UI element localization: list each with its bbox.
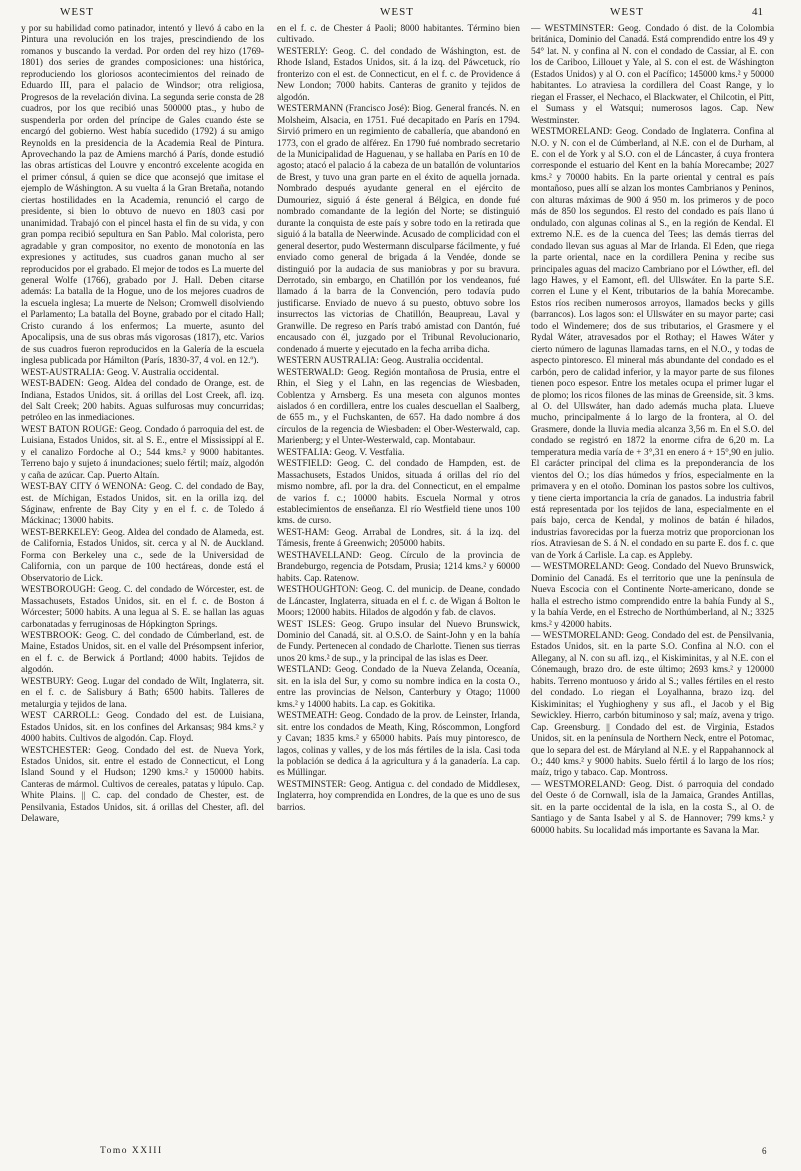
entry-paragraph: — WESTMINSTER: Geog. Condado ó dist. de la Colombia británica, Dominio del Canadá. Está comprendido entre los 49 y 54° lat. N. y confina al N. con el condado de Cassiar, al E. con los de Cariboo, Lillouet y Yale, al S. con el est. de Wáshington (Estados Unidos) y al O. con el Pacífico; 145000 kms.² y 50000 habitantes. Lo atraviesa la cordillera del Coast Range, y lo riegan el Frasser, el Nechaco, el Blackwater, el Chilcotin, el Pitt, el Sumass y el Watsqui; numerosos lagos. Cap. New Westminster.	[531, 24, 774, 126]
entry-paragraph: WESTERWALD: Geog. Región montañosa de Prusia, entre el Rhin, el Sieg y el Lahn, en las regencias de Wiesbaden, Coblentza y Arnsberg. Es una meseta con algunos montes aislados ó en cordillera, entre los cuales descuellan el Saalberg, de 655 m., y el Fuchskanten, de 657. Ha dado nombre á dos círculos de la regencia de Wiesbaden: el Ober-Westerwald, cap. Marienberg; y el Unter-Westerwald, cap. Montabaur.	[277, 367, 520, 447]
entry-paragraph: WESTBROOK: Geog. C. del condado de Cúmberland, est. de Maine, Estados Unidos, sit. en el valle del Présompsent inferior, en el f. c. de Berwick á Portland; 4000 habits. Tejidos de algodón.	[21, 631, 264, 676]
entry-paragraph: WESTERLY: Geog. C. del condado de Wáshington, est. de Rhode Island, Estados Unidos, sit. á la izq. del Páwcetuck, río fronterizo con el est. de Connecticut, en el f. c. de Providence á New London; 7000 habits. Canteras de granito y tejidos de algodón.	[277, 46, 520, 103]
entry-paragraph: WEST-BERKELEY: Geog. Aldea del condado de Alameda, est. de California, Estados Unidos, sit. cerca y al N. de Auckland. Forma con Berkeley una c., sede de la Universidad de California, con un parque de 100 hectáreas, donde está el Observatorio de Lick.	[21, 527, 264, 584]
entry-paragraph: WESTERMANN (Francisco José): Biog. General francés. N. en Molsheim, Alsacia, en 1751. Fué decapitado en París en 1794. Sirvió primero en un regimiento de caballería, que abandonó en 1773, con el grado de alférez. En 1790 fué nombrado secretario de la Municipalidad de Haguenau, y se hallaba en París en 10 de agosto; atacó el palacio á la cabeza de un batallón de voluntarios de Brest, y tuvo una gran parte en el éxito de aquella jornada. Nombrado después ayudante general en el ejército de Dumouriez, siguió á éste general á Bélgica, en donde fué nombrado comandante de la legión del Norte; se distinguió durante la conquista de este país y sobre todo en la retirada que siguió á la batalla de Neerwinde. Acusado de complicidad con el general desertor, pudo Westermann disculparse fácilmente, y fué enviado como general de brigada á la Vendée, donde se distinguió por la audacia de sus maniobras y por su bravura. Derrotado, sin embargo, en Chatillón por los vendeanos, fué llamado á la barra de la Convención, pero todavía pudo justificarse. Enviado de nuevo á su puesto, obtuvo sobre los insurrectos las victorias de Chatillón, Beaupreau, Laval y Granwille. De regreso en París trabó amistad con Dantón, fué encausado con él, juzgado por el Tribunal Revolucionario, condenado á muerte y ejecutado en la fecha arriba dicha.	[277, 104, 520, 355]
entry-paragraph: WEST-BAY CITY ó WENONA: Geog. C. del condado de Bay, est. de Míchigan, Estados Unidos, sit. en la orilla izq. del Ságinaw, enfrente de Bay City y en el f. c. de Toledo á Máckinac; 13000 habits.	[21, 482, 264, 527]
text-column-1	[21, 24, 264, 1154]
entry-paragraph: WESTMINSTER: Geog. Antigua c. del condado de Middlesex, Inglaterra, hoy comprendida en Londres, de la que es uno de sus barrios.	[277, 779, 520, 813]
entry-paragraph: WEST-BADEN: Geog. Aldea del condado de Orange, est. de Indiana, Estados Unidos, sit. á orillas del Lost Creek, afl. izq. del Salt Creek; 200 habits. Aguas sulfurosas muy concurridas; petróleo en las inmediaciones.	[21, 379, 264, 424]
entry-paragraph: WESTLAND: Geog. Condado de la Nueva Zelanda, Oceanía, sit. en la isla del Sur, y como su nombre indica en la costa O., entre las provincias de Nelson, Canterbury y Otago; 11000 kms.² y 14000 habits. La cap. es Gokitika.	[277, 665, 520, 710]
entry-paragraph: — WESTMORELAND: Geog. Condado del Nuevo Brunswick, Dominio del Canadá. Es el territorio que une la península de Nueva Escocia con el Continente Norte-americano, donde se halla el estrecho istmo comprendido entre la bahía Fundy al S., y la bahía Verde, en el Estrecho de Northúmberland, al N.; 3325 kms.² y 42000 habits.	[531, 562, 774, 630]
entry-paragraph: — WESTMORELAND: Geog. Dist. ó parroquia del condado del Oeste ó de Cornwall, isla de la Jamaica, Grandes Antillas, sit. en la parte occidental de la isla, en la costa S., al O. de Santiago y de Santa Isabel y al S. de Hannover; 799 kms.² y 60000 habits. Su localidad más importante es Savana la Mar.	[531, 779, 774, 836]
entry-paragraph: WESTBURY: Geog. Lugar del condado de Wilt, Inglaterra, sit. en el f. c. de Salisbury á Bath; 6500 habits. Talleres de metalurgia y tejidos de lana.	[21, 676, 264, 710]
entry-paragraph: WESTMORELAND: Geog. Condado de Inglaterra. Confina al N.O. y N. con el de Cúmberland, al N.E. con el de Durham, al E. con el de York y al S.O. con el de Láncaster, á cuya frontera corresponde el estuario del Kent en la bahía Morecambe; 2027 kms.² y 70000 habits. En la parte oriental y central es país montañoso, pues allí se alzan los montes Cambrianos y Peninos, con alturas máximas de 900 á 950 m. los primeros y de poco más de 850 los segundos. El resto del condado es país llano ú ondulado, con algunas colinas al S., en la región de Kendal. El extremo N.E. es de la cuenca del Tees; las demás tierras del condado llevan sus aguas al Mar de Irlanda. El Eden, que riega la parte oriental, nace en la cordillera Penina y recibe sus principales aguas del macizo Cambriano por el Lówther, efl. del lago Hawes, y el Eamont, efl. del Ullswáter. En la parte S.E. corren el Lune y el Kent, tributarios de la bahía Morecambe. Estos ríos reciben numerosos arroyos, llamados becks y gills (barrancos). Los lagos son: el Ullswáter en su mayor parte; casi todo el Windemere; dos de sus tributarios, el Grasmere y el Rydal Wáter, atravesados por el Rothay; el Hawes Wáter y cierto número de lagunas llamadas tarns, en el N.O., y todas de aspecto pintoresco. El mineral más abundante del condado es el carbón, pero de calidad inferior, y la mayor parte de sus filones tienen poco espesor. Entre los metales ocupa el primer lugar el de plomo; los ricos filones de las minas de Greenside, sit. 3 kms. al O. del Ullswáter, han dado además mucha plata. Llueve mucho, principalmente á lo largo de la frontera, al O. del Grasmere, donde la lluvia media alcanza 3,56 m. En el S.O. del condado se registró en 1872 la enorme cifra de 6,20 m. La temperatura media varía de + 3°,31 en enero á + 15°,90 en julio. El carácter principal del clima es la preponderancia de los vientos del O.; los días húmedos y fríos, especialmente en la primavera y en el otoño. Dominan los pastos sobre los cultivos, y tiene cierta importancia la cría de ganados. La industria fabril está representada por los tejidos de lana, especialmente en el país bajo, cerca de Kendal, y molinos de batán é hilados, industrias favorecidas por la fuerza motriz que proporcionan los ríos. Atraviesan de S. á N. el condado en su parte E. dos f. c. que van de York á Carlisle. La cap. es Appleby.	[531, 127, 774, 561]
entry-paragraph: WESTHOUGHTON: Geog. C. del municip. de Deane, condado de Láncaster, Inglaterra, situada en el f. c. de Wigan á Bolton le Moors; 12000 habits. Hilados de algodón y fab. de clavos.	[277, 585, 520, 619]
entry-paragraph: WEST-AUSTRALIA: Geog. V. Australia occidental.	[21, 367, 219, 378]
entry-paragraph: WEST-HAM: Geog. Arrabal de Londres, sit. á la izq. del Támesis, frente á Greenwich; 205000 habits.	[277, 527, 520, 550]
entry-paragraph: WEST CARROLL: Geog. Condado del est. de Luisiana, Estados Unidos, sit. en los confines del Arkansas; 984 kms.² y 4000 habits. Cultivos de algodón. Cap. Floyd.	[21, 711, 264, 745]
text-column-3	[531, 24, 774, 1154]
entry-paragraph: WESTMEATH: Geog. Condado de la prov. de Leinster, Irlanda, sit. entre los condados de Meath, King, Róscommon, Longford y Cavan; 1835 kms.² y 65000 habits. País muy pintoresco, de lagos, colinas y valles, y de los más fértiles de la isla. Casi toda la población se dedica á la agricultura y á la ganadería. La cap. es Múllingar.	[277, 711, 520, 779]
signature-mark: 6	[762, 1146, 767, 1156]
entry-paragraph: WESTERN AUSTRALIA: Geog. Australia occidental.	[277, 356, 484, 367]
entry-paragraph: WESTBOROUGH: Geog. C. del condado de Wórcester, est. de Massachusets, Estados Unidos, sit. en el f. c. de Boston á Wórcester; 5000 habits. A una legua al S. E. se hallan las aguas carbonatadas y ferruginosas de Hópkington Springs.	[21, 585, 264, 630]
header-guide-word-right: WEST	[610, 6, 644, 18]
entry-paragraph: y por su habilidad como patinador, intentó y llevó á cabo en la Pintura una revolución en los trajes, prescindiendo de los romanos y buscando la verdad. Por orden del rey hizo (1769-1801) dos series de grandes composiciones: una histórica, reproduciendo los gloriosos acontecimientos del reinado de Eduardo III, para el palacio de Windsor; otra religiosa, Progresos de la revelación divina. La segunda serie consta de 28 cuadros, por los que recibió unas 500000 ptas., y hubo de suspenderla por orden del príncipe de Gales cuando éste se encargó del gobierno. West había sucedido (1792) á su amigo Reynolds en la presidencia de la Academia Real de Pintura. Aprovechando la paz de Amiens marchó á París, donde estudió las obras artísticas del Louvre y encontró excelente acogida en el primer cónsul, á quien se dice que aconsejó que imitase el ejemplo de Wáshington. A su vuelta á la Gran Bretaña, notando ciertas hostilidades en la Academia, renunció el cargo de presidente, si bien lo obtuvo de nuevo en 1803 casi por unanimidad. Trabajó con el pincel hasta el fin de su vida, y con gran pompa recibió sepultura en San Pablo. Mal colorista, pero agradable y gran compositor, no exento de monotonía en las expresiones y actitudes, sus cuadros ganan mucho al ser reproducidos por el grabado. El mejor de todos es La muerte del general Wolfe (1766), grabado por J. Hall. Deben citarse además: La batalla de la Hogue, uno de los mejores cuadros de la escuela inglesa; La muerte de Nelson; Cromwell disolviendo el Parlamento; La batalla del Boyne, grabado por el citado Hall; Cristo curando á los enfermos; La muerte, asunto del Apocalipsis, una de sus obras más vigorosas (1817), etc. Varios de sus cuadros fueron reproducidos en la Galería de la escuela inglesa publicada por Hámilton (París, 1830-37, 4 vol. en 12.º).	[21, 24, 264, 367]
entry-paragraph: WESTFALIA: Geog. V. Vestfalia.	[277, 447, 405, 458]
entry-paragraph: WEST ISLES: Geog. Grupo insular del Nuevo Brunswick, Dominio del Canadá, sit. al O.S.O. de Saint-John y en la bahía de Fundy. Pertenecen al condado de Charlotte. Tienen sus tierras unos 20 kms.² de sup., y la principal de las islas es Deer.	[277, 619, 520, 664]
entry-paragraph: WEST BATON ROUGE: Geog. Condado ó parroquia del est. de Luisiana, Estados Unidos, sit. al S. E., entre el Mississippí al E. y el canalizo Fordoche al O.; 544 kms.² y 9000 habitantes. Terreno bajo y sujeto á inundaciones; suelo fértil; maíz, algodón y caña de azúcar. Cap. Puerto Altaín.	[21, 424, 264, 481]
running-header	[0, 2, 801, 22]
volume-label: Tomo XXIII	[100, 1146, 163, 1156]
text-column-2	[277, 24, 520, 1154]
page-number: 41	[752, 6, 763, 18]
header-guide-word-left: WEST	[60, 6, 94, 18]
entry-paragraph: — WESTMORELAND: Geog. Condado del est. de Pensilvania, Estados Unidos, sit. en la parte S.O. Confina al N.O. con el Allegany, al N. con su afl. izq., el Kiskiminitas, y al N.E. con el Cónemaugh, brazo dro. de este último; 2693 kms.² y 120000 habits. Terreno montuoso y árido al S.; valles fértiles en el resto del condado. Lo riegan el Loyalhanna, brazo izq. del Kiskiminitas; el Yughiogheny y sus afl., el Jacob y el Big Sewickley. Hierro, carbón bituminoso y sal; maíz, avena y trigo. Cap. Greensburg. || Condado del est. de Virginia, Estados Unidos, sit. en la península de Northern Neck, entre el Potomac, que lo separa del est. de Máryland al N.E. y el Rappahannock al O.; 440 kms.² y 9000 habits. Suelo fértil á lo largo de los ríos; maíz, trigo y tabaco. Cap. Montross.	[531, 631, 774, 779]
entry-paragraph: WESTHAVELLAND: Geog. Círculo de la provincia de Brandeburgo, regencia de Potsdam, Prusia; 1214 kms.² y 60000 habits. Cap. Ratenow.	[277, 550, 520, 584]
entry-paragraph: WESTFIELD: Geog. C. del condado de Hampden, est. de Massachusets, Estados Unidos, situada á orillas del río del mismo nombre, afl. por la dra. del Connecticut, en el empalme de varios f. c.; 10000 habits. Escuela Normal y otros establecimientos de enseñanza. El río Westfield tiene unos 100 kms. de curso.	[277, 459, 520, 527]
entry-paragraph: WESTCHESTER: Geog. Condado del est. de Nueva York, Estados Unidos, sit. entre el estado de Connecticut, el Long Island Sound y el Hudson; 1290 kms.² y 150000 habits. Canteras de mármol. Cultivos de cereales, patatas y lúpulo. Cap. White Plains. || C. cap. del condado de Chester, est. de Pensilvania, Estados Unidos, sit. á orillas del Chester, afl. del Delaware,	[21, 745, 264, 825]
header-guide-word-middle: WEST	[380, 6, 414, 18]
entry-paragraph: en el f. c. de Chester á Paoli; 8000 habitantes. Término bien cultivado.	[277, 24, 520, 46]
